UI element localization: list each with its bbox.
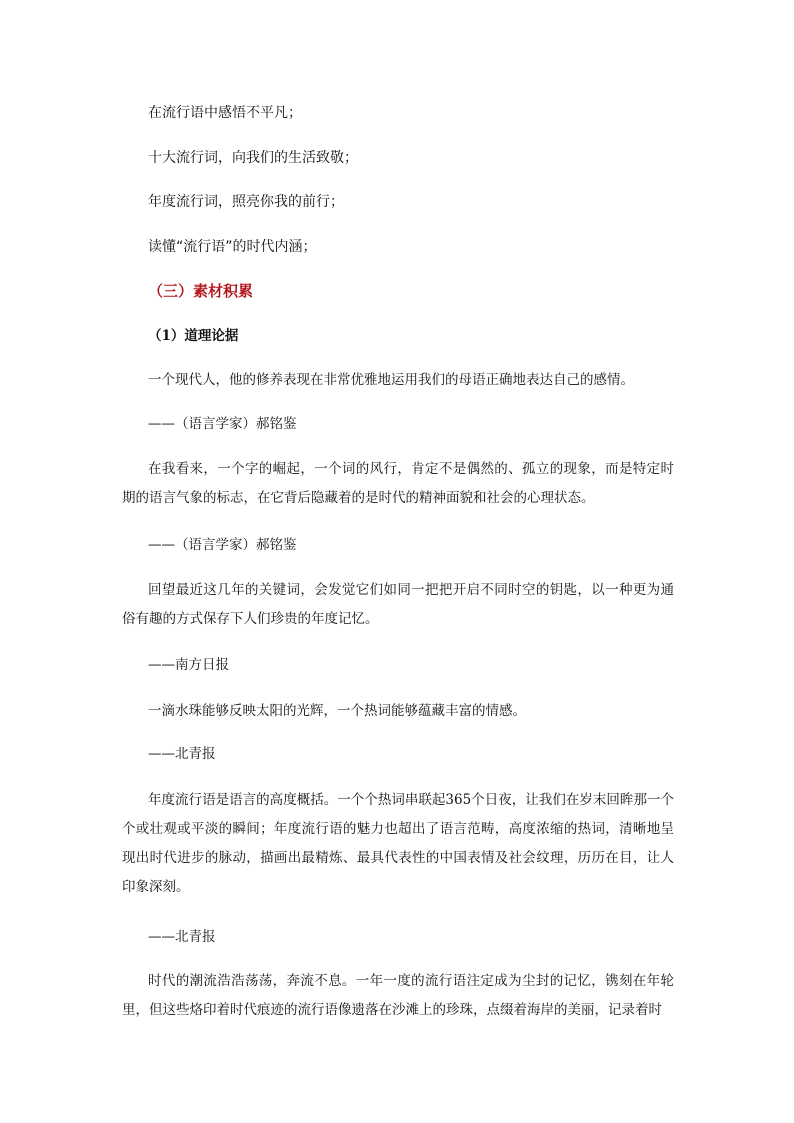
- quote-text-1: 一个现代人，他的修养表现在非常优雅地运用我们的母语正确地表达自己的感情。: [148, 372, 634, 388]
- quote-source-4: ——北青报: [148, 746, 216, 762]
- quote-source-3: ——南方日报: [148, 657, 229, 673]
- subsection-heading: （1）道理论据: [148, 328, 239, 344]
- intro-line-1: 在流行语中感悟不平凡；: [148, 105, 302, 121]
- quote-source-2: ——（语言学家）郝铭鉴: [148, 537, 297, 553]
- quote-text-4: 一滴水珠能够反映太阳的光辉，一个热词能够蕴藏丰富的情感。: [148, 703, 526, 719]
- quote-source-5: ——北青报: [148, 929, 216, 945]
- quote-source-1: ——（语言学家）郝铭鉴: [148, 416, 297, 432]
- quote-text-5: 年度流行语是语言的高度概括。一个个热词串联起365个日夜，让我们在岁末回眸那一个个或壮观或平淡的瞬间；年度流行语的魅力也超出了语言范畴，高度浓缩的热词，清晰地呈现出时代进步的脉动，描画出最精炼、最具代表性的中国表情及社会纹理，历历在目，让人印象深刻。: [122, 792, 674, 895]
- quote-text-3: 回望最近这几年的关键词，会发觉它们如同一把把开启不同时空的钥匙，以一种更为通俗有趣的方式保存下人们珍贵的年度记忆。: [122, 582, 674, 627]
- quote-text-6: 时代的潮流浩浩荡荡，奔流不息。一年一度的流行语注定成为尘封的记忆，镌刻在年轮里，但这些烙印着时代痕迹的流行语像遗落在沙滩上的珍珠，点缀着海岸的美丽，记录着时: [122, 973, 674, 1018]
- quote-text-2: 在我看来，一个字的崛起，一个词的风行，肯定不是偶然的、孤立的现象，而是特定时期的语言气象的标志，在它背后隐藏着的是时代的精神面貌和社会的心理状态。: [122, 461, 674, 506]
- intro-line-4: 读懂“流行语”的时代内涵；: [148, 239, 317, 255]
- intro-line-2: 十大流行词，向我们的生活致敬；: [148, 150, 358, 166]
- intro-line-3: 年度流行词，照亮你我的前行；: [148, 194, 344, 210]
- section-heading: （三）素材积累: [148, 282, 254, 300]
